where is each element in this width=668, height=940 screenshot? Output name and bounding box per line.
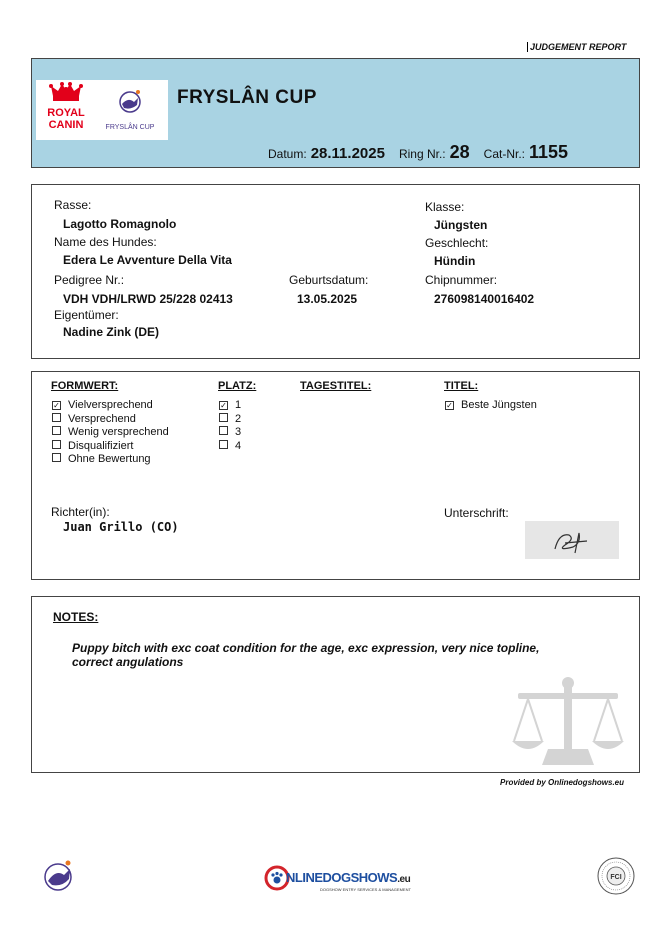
- sex-label: Geschlecht:: [425, 236, 489, 250]
- titel-heading: TITEL:: [444, 380, 479, 392]
- breed-value: Lagotto Romagnolo: [63, 217, 177, 231]
- dog-name-label: Name des Hundes:: [54, 235, 157, 249]
- formwert-option[interactable]: Versprechend: [52, 413, 169, 427]
- titel-option[interactable]: ✓ Beste Jüngsten: [446, 399, 537, 411]
- signature-label: Unterschrift:: [444, 506, 509, 520]
- class-value: Jüngsten: [434, 218, 488, 232]
- pedigree-value: VDH VDH/LRWD 25/228 02413: [63, 292, 233, 306]
- checkbox-icon[interactable]: [219, 413, 228, 422]
- fci-logo: [596, 856, 636, 896]
- checkbox-checked-icon[interactable]: ✓: [446, 401, 453, 410]
- judging-panel: [31, 371, 640, 580]
- signature-image: [525, 521, 619, 559]
- scales-of-justice-icon: [510, 675, 628, 767]
- notes-heading: NOTES:: [53, 610, 99, 624]
- owner-label: Eigentümer:: [54, 308, 119, 322]
- report-type-label: JUDGEMENT REPORT: [527, 42, 626, 52]
- class-label: Klasse:: [425, 200, 465, 214]
- judge-name: Juan Grillo (CO): [63, 520, 179, 534]
- date-label: Datum:: [268, 147, 307, 161]
- judge-label: Richter(in):: [51, 505, 110, 519]
- formwert-heading: FORMWERT:: [51, 380, 119, 392]
- ring-value: 28: [449, 142, 470, 162]
- sex-value: Hündin: [434, 254, 476, 268]
- fryslan-cup-footer-logo: [40, 857, 80, 895]
- checkbox-checked-icon[interactable]: ✓: [53, 401, 60, 410]
- checkbox-icon[interactable]: [52, 453, 61, 462]
- notes-panel: [31, 596, 640, 773]
- fci-logo-text: FCI: [610, 874, 622, 881]
- platz-heading: PLATZ:: [218, 380, 257, 392]
- titel-options: [445, 399, 537, 413]
- header-info: [268, 142, 568, 163]
- event-header: [31, 58, 640, 168]
- date-value: 28.11.2025: [310, 145, 385, 162]
- formwert-options: [52, 399, 169, 467]
- chip-label: Chipnummer:: [425, 273, 498, 287]
- royal-canin-logo: [36, 80, 96, 140]
- checkbox-checked-icon[interactable]: ✓: [220, 401, 227, 410]
- fryslan-cup-logo-text: FRYSLÂN CUP: [105, 124, 155, 131]
- checkbox-icon[interactable]: [219, 426, 228, 435]
- onlinedogshows-logo: [264, 865, 414, 899]
- cat-value: 1155: [529, 142, 569, 162]
- ods-logo-tld: .eu: [397, 874, 411, 885]
- checkbox-icon[interactable]: [219, 440, 228, 449]
- pedigree-label: Pedigree Nr.:: [54, 273, 125, 287]
- formwert-option[interactable]: ✓ Vielversprechend: [53, 399, 153, 411]
- formwert-option[interactable]: Wenig versprechend: [52, 426, 169, 440]
- sponsor-logos: [36, 80, 168, 140]
- platz-option[interactable]: 3: [219, 426, 241, 440]
- checkbox-icon[interactable]: [52, 440, 61, 449]
- tagestitel-heading: TAGESTITEL:: [300, 380, 372, 392]
- chip-value: 276098140016402: [434, 292, 535, 306]
- notes-text-line2: correct angulations: [72, 655, 184, 669]
- birth-date-label: Geburtsdatum:: [289, 273, 369, 287]
- provided-by-text: Provided by Onlinedogshows.eu: [500, 778, 625, 787]
- formwert-option[interactable]: Ohne Bewertung: [52, 453, 169, 467]
- platz-options: [219, 399, 241, 453]
- platz-option[interactable]: 2: [219, 413, 241, 427]
- fryslan-cup-logo: [98, 80, 168, 140]
- signature-scribble: [525, 521, 619, 559]
- royal-canin-line1: ROYAL: [47, 107, 85, 119]
- checkbox-icon[interactable]: [52, 413, 61, 422]
- royal-canin-line2: CANIN: [48, 119, 84, 131]
- checkbox-icon[interactable]: [52, 426, 61, 435]
- platz-option[interactable]: 4: [219, 440, 241, 454]
- cat-label: Cat-Nr.:: [483, 147, 525, 161]
- dog-details-panel: [31, 184, 640, 359]
- notes-text-line1: Puppy bitch with exc coat condition for the age, exc expression, very nice topline,: [72, 641, 540, 655]
- dog-name-value: Edera Le Avventure Della Vita: [63, 253, 232, 267]
- platz-option[interactable]: ✓ 1: [220, 399, 242, 411]
- ods-logo-main: NLINEDOGSHOWS: [286, 870, 398, 885]
- birth-date-value: 13.05.2025: [297, 292, 358, 306]
- breed-label: Rasse:: [54, 198, 92, 212]
- ring-label: Ring Nr.:: [398, 147, 446, 161]
- ods-logo-tagline: DOGSHOW ENTRY SERVICES & MANAGEMENT: [320, 887, 411, 892]
- owner-value: Nadine Zink (DE): [63, 325, 160, 339]
- formwert-option[interactable]: Disqualifiziert: [52, 440, 169, 454]
- event-title: FRYSLÂN CUP: [177, 87, 317, 108]
